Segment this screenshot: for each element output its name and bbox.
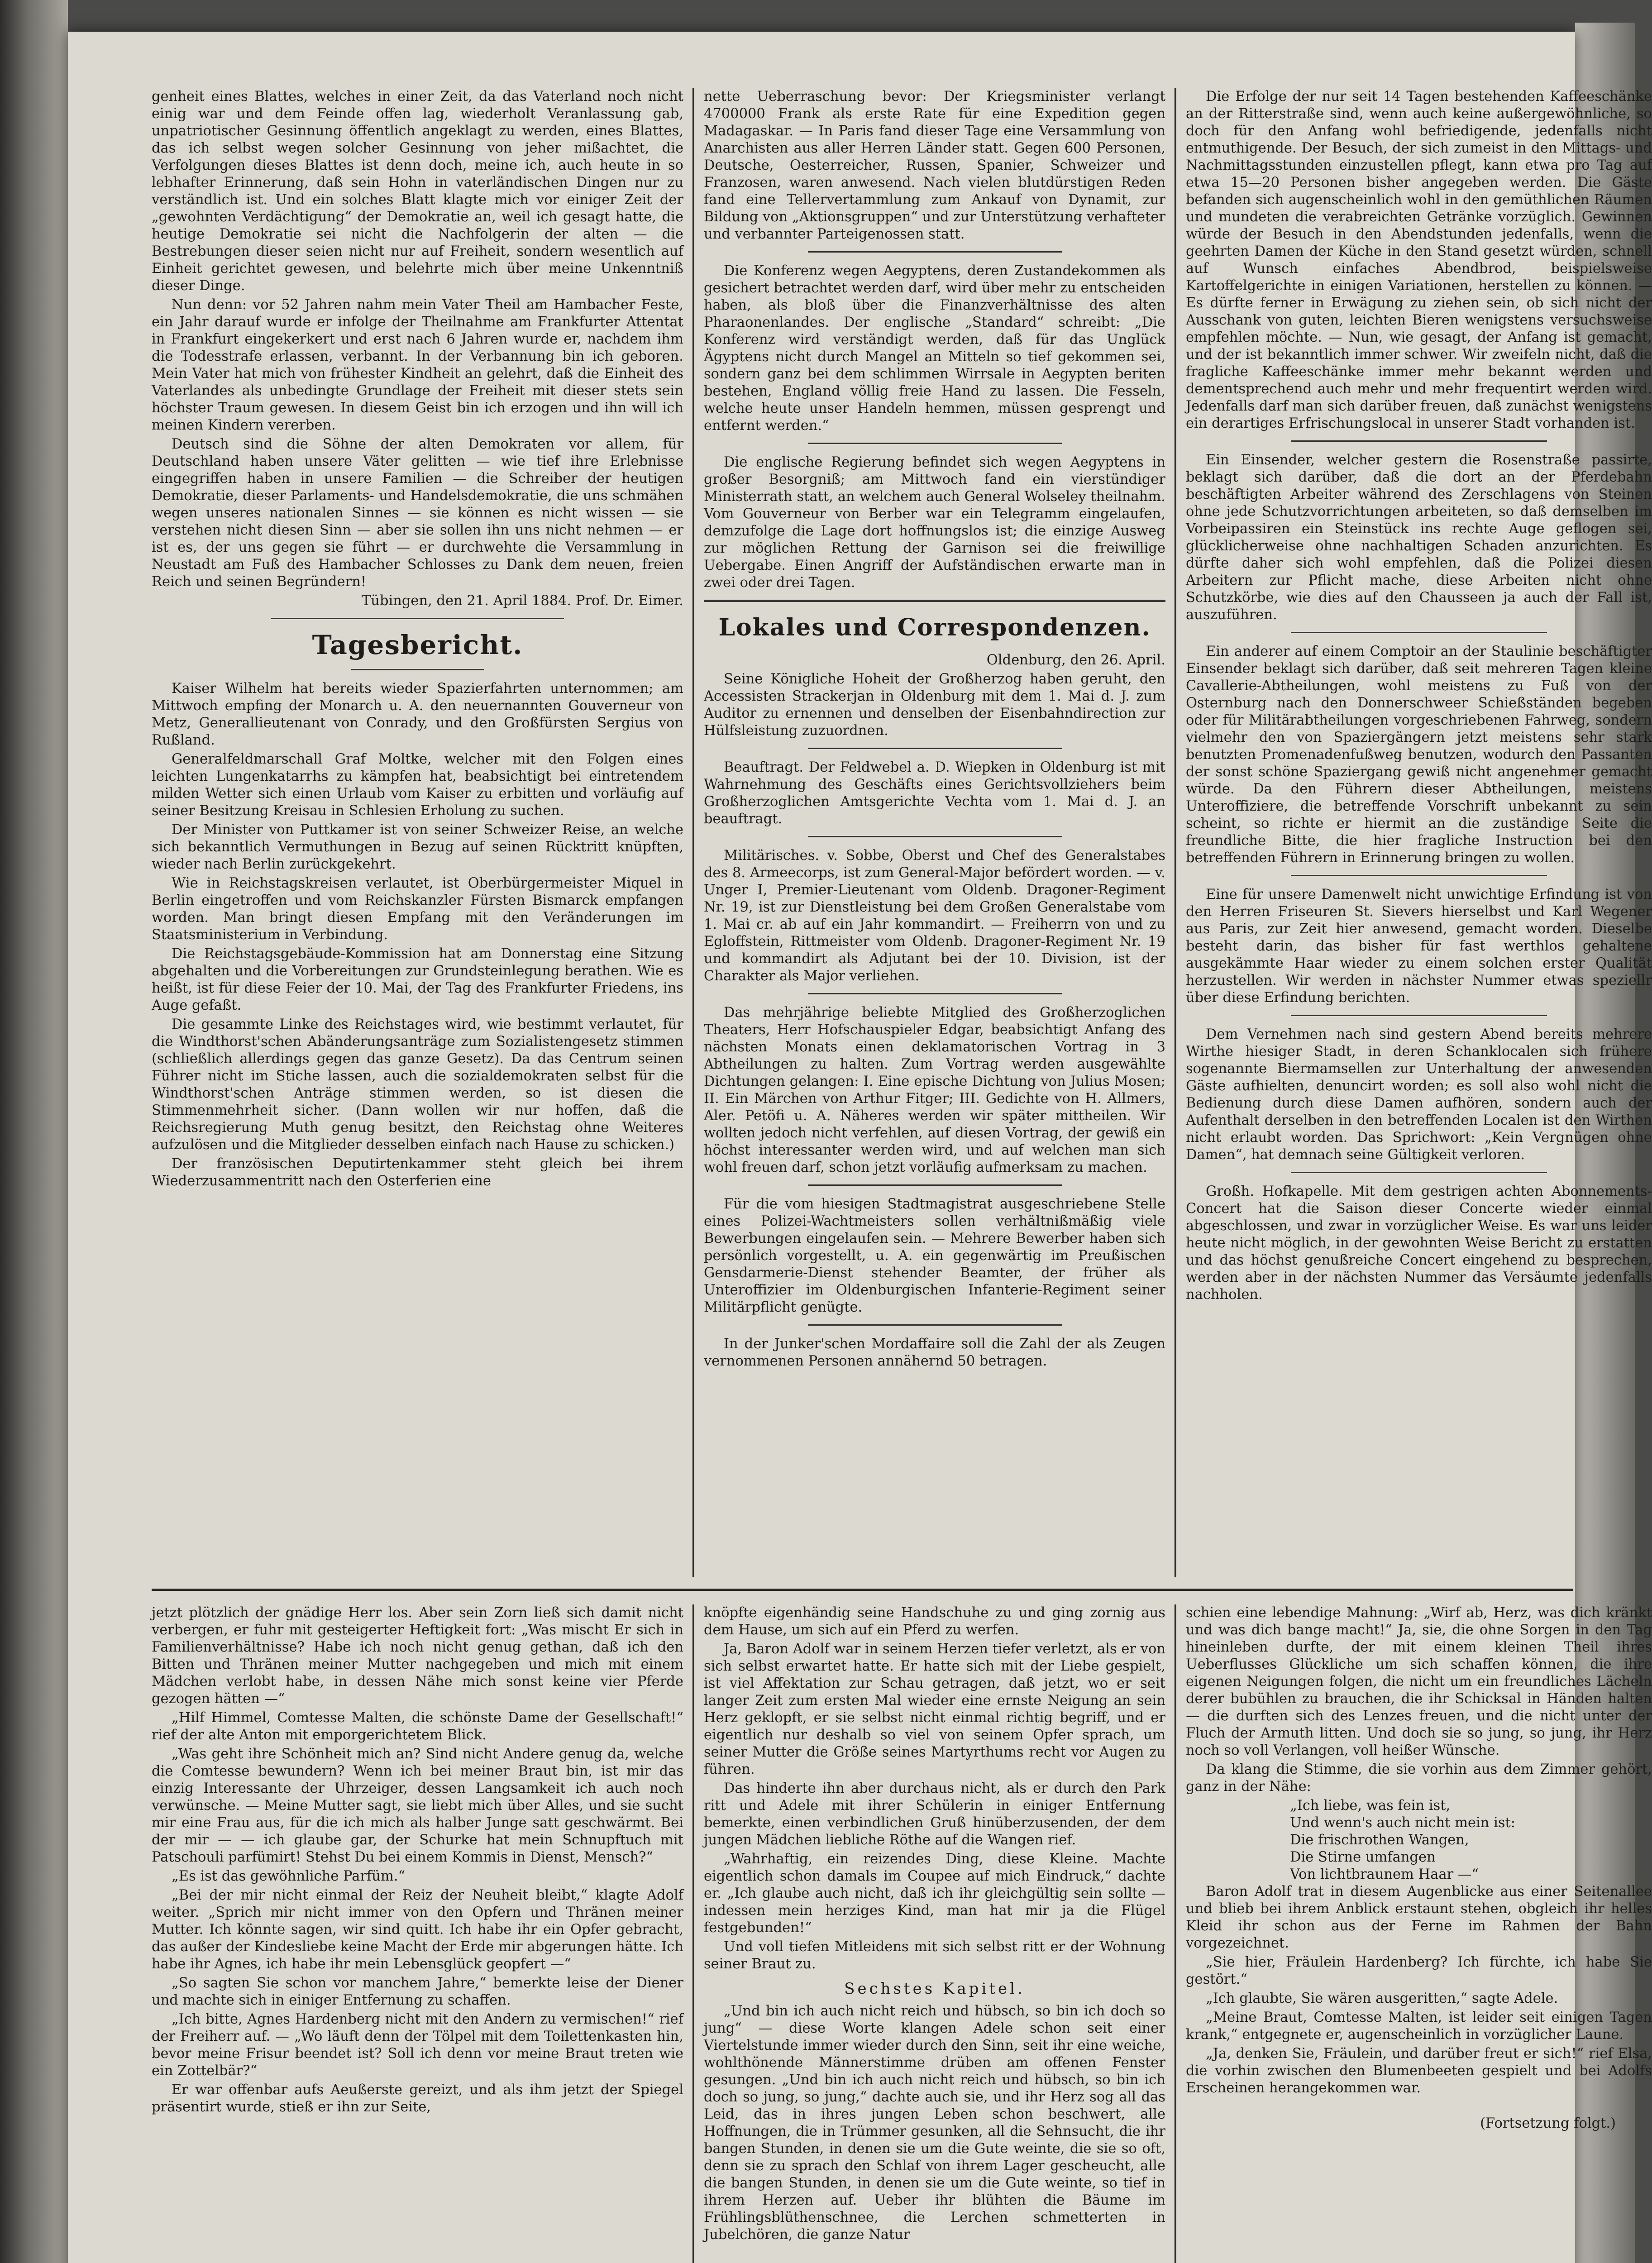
column-rule: [692, 1604, 694, 2263]
article-text: Die Konferenz wegen Aegyptens, deren Zustandekommen als gesichert betrachtet werden darf, wird über mehr zu entscheiden haben, als bloß über die Finanzverhältnisse des alten Pharaonenlandes. Der englische „Standard“ schreibt: „Die Konferenz wird verständigt werden, daß für das Unglück Ägyptens nicht durch Mangel an Mitteln so tief gekommen sei, sondern ganz bei dem schlimmen Wirrsale in Aegypten beriten bestehen, England völlig freie Hand zu lassen. Die Fesseln, welche heute unser Handeln hemmen, müssen gesprengt und entfernt werden.“: [704, 263, 1165, 434]
news-item: Kaiser Wilhelm hat bereits wieder Spazierfahrten unternommen; am Mittwoch empfing der Monarch u. A. den neuernannten Gouverneur von Metz, Generallieutenant von Conrady, und den Großfürsten Sergius von Rußland.: [152, 681, 683, 748]
story-text: Das hinderte ihn aber durchaus nicht, als er durch den Park ritt und Adele mit ihrer Schülerin in einiger Entfernung bemerkte, einen verbindlichen Gruß hinüberzusenden, der dem jungen Mädchen liebliche Röthe auf die Wangen rief.: [704, 1781, 1165, 1848]
column-rule: [1175, 88, 1176, 1577]
column-2: [704, 88, 1165, 1582]
story-text: „Hilf Himmel, Comtesse Malten, die schönste Dame der Gesellschaft!“ rief der alte Anton mit emporgerichtetem Blick.: [152, 1710, 683, 1743]
verse-line: Von lichtbraunem Haar —“: [1290, 1867, 1479, 1882]
divider: [1291, 1172, 1547, 1173]
verse-line: „Ich liebe, was fein ist,: [1290, 1798, 1451, 1814]
story-text: „Ich bitte, Agnes Hardenberg nicht mit den Andern zu vermischen!“ rief der Freiherr auf. — „Wo läuft denn der Tölpel mit dem Toilettenkasten hin, bevor meine Frisur beendet ist? Soll ich denn vor meine Braut treten wie ein Zottelbär?“: [152, 2011, 683, 2079]
story-text: Ja, Baron Adolf war in seinem Herzen tiefer verletzt, als er von sich selbst erwartet hatte. Er hatte sich mit der Liebe gespielt, ist viel Affektation zur Schau getragen, daß jetzt, wo er seit langer Zeit zum ersten Mal wieder eine ernste Neigung an sein Herz geklopft, er sie selbst nicht einmal richtig begriff, und er eigentlich nur deshalb so viel von seinem Opfer sprach, um seiner Mutter die Größe seines Martyrthums recht vor Augen zu führen.: [704, 1641, 1165, 1777]
article-text: nette Ueberraschung bevor: Der Kriegsminister verlangt 4700000 Frank als erste Rate für eine Expedition gegen Madagaskar. — In Paris fand dieser Tage eine Versammlung von Anarchisten aus aller Herren Länder statt. Gegen 600 Personen, Deutsche, Oesterreicher, Russen, Spanier, Schweizer und Franzosen, waren anwesend. Nach vielen blutdürstigen Reden fand eine Tellervertammlung zum Ankauf von Dynamit, zur Bildung von „Aktionsgruppen“ und zur Unterstützung verhafteter und verbannter Parteigenossen statt.: [704, 89, 1165, 242]
section-title-tagesbericht: Tagesbericht.: [312, 630, 523, 660]
story-text: schien eine lebendige Mahnung: „Wirf ab, Herz, was dich kränkt und was dich bange macht!“ Ja, sie, die ohne Sorgen in den Tag hineinleben durfte, der mit einem kleinen Theil ihres Ueberflusses Glückliche um sich schaffen können, die ihre eigenen Neigungen folgen, die nicht um ein freundliches Lächeln derer bubühlen zu brauchen, die ihr Schicksal in Händen halten — die durften sich des Lenzes freuen, und die nicht unter der Fluch der Armuth litten. Und doch sie so jung, so jung, ihr Herz noch so voll Verlangen, voll heißer Wünsche.: [1186, 1605, 1652, 1758]
column-3: [1186, 88, 1652, 1582]
story-text: „Ich glaubte, Sie wären ausgeritten,“ sagte Adele.: [1206, 1991, 1558, 2006]
story-text: „Ja, denken Sie, Fräulein, und darüber freut er sich!“ rief Elsa, die vorhin zwischen den Blumenbeeten gespielt und bei Adolfs Erscheinen herangekommen war.: [1186, 2046, 1652, 2096]
feuilleton-column-1: [152, 1604, 683, 2263]
divider: [808, 836, 1062, 837]
story-text: „Und bin ich auch nicht reich und hübsch, so bin ich doch so jung“ — diese Worte klangen Adele schon seit einer Viertelstunde immer wieder durch den Sinn, seit ihr eine weiche, wohlthönende Männerstimme drüben am offenen Fenster gesungen. „Und bin ich auch nicht reich und hübsch, so bin ich doch so jung, so jung,“ dachte auch sie, und ihr Herz sog all das Leid, das in ihres jungen Leben schon beschwert, alle Hoffnungen, die in Trümmer gesunken, all die Sehnsucht, die ihr bangen Stunden, in denen sie um die Gute weinte, die sie so oft, denn sie zu sprach den Schlaf von ihrem Lager gescheucht, alle die bangen Stunden, in denen sie um die Gute weinte, so tief in ihrem Herzen auf. Ueber ihr blühten die Bäume im Frühlingsblüthenschnee, die Lerchen schmetterten in Jubelchören, die ganze Natur: [704, 2003, 1165, 2243]
feuilleton-column-3: [1186, 1604, 1652, 2263]
divider: [808, 443, 1062, 444]
feuilleton-separator: [152, 1589, 1573, 1591]
news-item: Beauftragt. Der Feldwebel a. D. Wiepken in Oldenburg ist mit Wahrnehmung des Geschäfts eines Gerichtsvollziehers beim Großherzoglichen Amtsgerichte Vechta vom 1. Mai d. J. an beauftragt.: [704, 759, 1165, 827]
article-text: Die englische Regierung befindet sich wegen Aegyptens in großer Besorgniß; am Mittwoch fand ein vierstündiger Ministerrath statt, an welchem auch General Wolseley theilnahm. Vom Gouverneur von Berber war ein Telegramm eingelaufen, demzufolge die Lage dort hoffnungslos ist; die einzige Ausweg zur möglichen Rettung der Garnison sei die freiwillige Uebergabe. Einen Angriff der Aufständischen erwarte man in zwei oder drei Tagen.: [704, 454, 1165, 591]
news-item: Die gesammte Linke des Reichstages wird, wie bestimmt verlautet, für die Windthorst'schen Abänderungsanträge zum Sozialistengesetz stimmen (schließlich allerdings gegen das ganze Gesetz). Da das Centrum seinen Führer nicht im Stiche lassen, auch die sozialdemokraten selbst für die Windthorst'schen Anträge stimmen werden, so ist diesen die Stimmenmehrheit sicher. (Dann wollen wir nur hoffen, daß die Reichsregierung Muth genug besitzt, den Reichstag ohne Weiteres aufzulösen und die Mitglieder desselben einfach nach Hause zu schicken.): [152, 1017, 683, 1153]
news-item: Seine Königliche Hoheit der Großherzog haben geruht, den Accessisten Strackerjan in Oldenburg mit dem 1. Mai d. J. zum Auditor zu ernennen und denselben der Eisenbahndirection zur Hülfsleistung zuzuordnen.: [704, 671, 1165, 739]
news-item: In der Junker'schen Mordaffaire soll die Zahl der als Zeugen vernommenen Personen annähernd 50 betragen.: [704, 1336, 1165, 1369]
verse-line: Die frischrothen Wangen,: [1290, 1832, 1469, 1848]
story-text: knöpfte eigenhändig seine Handschuhe zu und ging zornig aus dem Hause, um sich auf ein Pferd zu werfen.: [704, 1605, 1165, 1638]
divider: [808, 1184, 1062, 1186]
story-text: „Sie hier, Fräulein Hardenberg? Ich fürchte, ich habe Sie gestört.“: [1186, 1954, 1652, 1987]
divider: [808, 993, 1062, 994]
divider: [704, 600, 1165, 602]
story-text: jetzt plötzlich der gnädige Herr los. Aber sein Zorn ließ sich damit nicht verbergen, er fuhr mit gesteigerter Heftigkeit fort: „Was mischt Er sich in Familienverhältnisse? Habe ich noch nicht genug gethan, daß ich den Bitten und Thränen meiner Mutter nachgegeben und mich mit einem Mädchen verlobt habe, in dessen Nähe mich sonst keine vier Pferde gezogen hätten —“: [152, 1605, 683, 1707]
divider: [808, 748, 1062, 749]
divider: [1291, 875, 1547, 876]
news-item: Ein anderer auf einem Comptoir an der Staulinie beschäftigter Einsender beklagt sich darüber, daß seit mehreren Tagen kleine Cavallerie-Abtheilungen, wohl meistens zu Fuß von der Osternburg nach den Donnerschweer Schießständen begeben oder für Militärabtheilungen vorgeschriebenen Fahrweg, sondern vielmehr den von Spaziergängern jetzt meistens sehr stark benutzten Promenadenfußweg benutzen, wodurch den Passanten der sonst schöne Spaziergang gewiß nicht angenehmer gemacht würde. Da den Führern dieser Abtheilungen, meistens Unteroffiziere, die betreffende Vorschrift unbekannt zu sein scheint, so richte er hiermit an die zuständige Seite die freundliche Bitte, die hier fragliche Instruction bei den betreffenden Führern in Erinnerung bringen zu wollen.: [1186, 644, 1652, 866]
continued-note: (Fortsetzung folgt.): [1480, 2115, 1616, 2131]
news-item: Die Reichstagsgebäude-Kommission hat am Donnerstag eine Sitzung abgehalten und die Vorbereitungen zur Grundsteinlegung berathen. Wie es heißt, ist für diese Feier der 10. Mai, der Tag des Frankfurter Friedens, ins Auge gefaßt.: [152, 946, 683, 1013]
news-item: Ein Einsender, welcher gestern die Rosenstraße passirte, beklagt sich darüber, daß die dort an der Pferdebahn beschäftigten Arbeiter während des Zerschlagens von Steinen ohne jede Schutzvorrichtungen arbeiteten, so daß demselben im Vorbeipassiren ein Steinstück ins rechte Auge geflogen sei, glücklicherweise ohne nachhaltigen Schaden anzurichten. Es dürfte daher sich wohl empfehlen, daß die Polizei diesen Arbeitern zur Pflicht mache, diese Arbeiten nicht ohne Schutzkörbe, wie dies auf den Chausseen ja auch der Fall ist, auszuführen.: [1186, 452, 1652, 623]
news-item: Eine für unsere Damenwelt nicht unwichtige Erfindung ist von den Herren Friseuren St. Sievers hierselbst und Karl Wegener aus Paris, zur Zeit hier anwesend, gemacht worden. Dieselbe besteht darin, das bisher für fast werthlos gehaltene ausgekämmte Haar wieder zu einem solchen erster Qualität herzustellen. Wir werden in nächster Nummer etwas speziellr über diese Erfindung berichten.: [1186, 887, 1652, 1006]
news-item: Wie in Reichstagskreisen verlautet, ist Oberbürgermeister Miquel in Berlin eingetroffen und vom Reichskanzler Fürsten Bismarck empfangen worden. Man bringt diesen Empfang mit den Veränderungen im Staatsministerium in Verbindung.: [152, 875, 683, 943]
column-1: [152, 88, 683, 1582]
news-item: Für die vom hiesigen Stadtmagistrat ausgeschriebene Stelle eines Polizei-Wachtmeisters sollen verhältnißmäßig viele Bewerbungen eingelaufen sein. — Mehrere Bewerber haben sich persönlich vorgestellt, u. A. ein gegenwärtig im Preußischen Gensdarmerie-Dienst stehender Beamter, der früher als Unteroffizier im Oldenburgischen Infanterie-Regiment seiner Militärpflicht genügte.: [704, 1196, 1165, 1315]
newspaper-page: [68, 32, 1652, 2263]
divider: [271, 618, 563, 619]
article-text: Nun denn: vor 52 Jahren nahm mein Vater Theil am Hambacher Feste, ein Jahr darauf wurde er infolge der Theilnahme am Frankfurter Attentat in Frankfurt eingekerkert und erst nach 6 Jahren wurde er, nachdem ihm die Todesstrafe erlassen, verbannt. In der Verbannung bin ich geboren. Mein Vater hat mich von frühester Kindheit an gelehrt, daß die Einheit des Vaterlandes als unbedingte Grundlage der Freiheit mit dieser stets sein höchster Traum gewesen. In diesem Geist bin ich erzogen und ihn will ich meinen Kindern vererben.: [152, 297, 683, 433]
story-text: Baron Adolf trat in diesem Augenblicke aus einer Seitenallee und blieb bei ihrem Anblick erstaunt stehen, obgleich ihr helles Kleid ihr schon aus der Ferne im Rahmen der Bahn vorgezeichnet.: [1186, 1884, 1652, 1951]
story-text: „Meine Braut, Comtesse Malten, ist leider seit einigen Tagen krank,“ entgegnete er, augenscheinlich in vorzüglicher Laune.: [1186, 2010, 1652, 2043]
divider: [1291, 632, 1547, 633]
news-item: Großh. Hofkapelle. Mit dem gestrigen achten Abonnements-Concert hat die Saison dieser Concerte wieder einmal abgeschlossen, und zwar in vorzüglicher Weise. Es war uns leider heute nicht möglich, in der gewohnten Weise Bericht zu erstatten und das höchst genußreiche Concert eingehend zu besprechen, werden aber in der nächsten Nummer das Versäumte jedenfalls nachholen.: [1186, 1184, 1652, 1303]
divider: [808, 1324, 1062, 1326]
divider: [1291, 1015, 1547, 1016]
book-binding: [0, 0, 68, 2263]
story-text: „Wahrhaftig, ein reizendes Ding, diese Kleine. Machte eigentlich schon damals im Coupee auf mich Eindruck,“ dachte er. „Ich glaube auch nicht, daß ich ihr gleichgültig sein sollte — indessen mein herziges Kind, man hat mir ja die Flügel festgebunden!“: [704, 1851, 1165, 1936]
divider: [351, 669, 484, 670]
story-text: Er war offenbar aufs Aeußerste gereizt, und als ihm jetzt der Spiegel präsentirt wurde, stieß er ihn zur Seite,: [152, 2082, 683, 2115]
divider: [808, 251, 1062, 253]
news-item: Militärisches. v. Sobbe, Oberst und Chef des Generalstabes des 8. Armeecorps, ist zum General-Major befördert worden. — v. Unger I, Premier-Lieutenant vom Oldenb. Dragoner-Regiment Nr. 19, ist zur Dienstleistung bei dem Großen Generalstabe vom 1. Mai cr. ab auf ein Jahr kommandirt. — Freiherrn von und zu Egloffstein, Rittmeister vom Oldenb. Dragoner-Regiment Nr. 19 und kommandirt als Adjutant bei der 10. Division, ist der Charakter als Major verliehen.: [704, 848, 1165, 984]
story-text: „Was geht ihre Schönheit mich an? Sind nicht Andere genug da, welche die Comtesse bewundern? Wenn ich bei meiner Braut bin, ist mir das einzig Interessante der Uhrzeiger, dessen Langsamkeit ich auch noch verwünsche. — Meine Mutter sagt, sie liebt mich über Alles, und sie sucht mir eine Frau aus, für die ich mich als halber Junge satt geschwärmt. Bei der mir — — ich glaube gar, der Schurke hat mein Schnupftuch mit Patschouli parfümirt! Stehst Du bei einem Kommis in Dienst, Mensch?“: [152, 1746, 683, 1865]
divider: [1291, 440, 1547, 442]
news-item: Der Minister von Puttkamer ist von seiner Schweizer Reise, an welche sich bekanntlich Vermuthungen in Bezug auf seinen Rücktritt knüpften, wieder nach Berlin zurückgekehrt.: [152, 822, 683, 872]
section-title-lokales: Lokales und Correspondenzen.: [718, 614, 1151, 641]
article-text: Deutsch sind die Söhne der alten Demokraten vor allem, für Deutschland haben unsere Väter gelitten — wie tief ihre Erlebnisse eingegriffen haben in unsere Familien — die Schreiber der heutigen Demokratie, dieser Parlaments- und Handelsdemokratie, die uns schmähen wegen unseres nationalen Sinnes — sie können es nicht wissen — sie verstehen nicht diesen Sinn — aber sie sollen ihn uns nicht nehmen — er ist es, der uns gegen sie führt — er durchwehte die Versammlung in Neustadt am Fuß des Hambacher Schlosses zu Dank dem neuen, freien Reich und seinen Begründern!: [152, 436, 683, 590]
feuilleton-column-2: [704, 1604, 1165, 2263]
news-item: Der französischen Deputirtenkammer steht gleich bei ihrem Wiederzusammentritt nach den Osterferien eine: [152, 1156, 683, 1189]
dateline: Oldenburg, den 26. April.: [986, 652, 1165, 668]
column-rule: [692, 88, 694, 1577]
story-text: „Es ist das gewöhnliche Parfüm.“: [172, 1868, 406, 1884]
news-item: Dem Vernehmen nach sind gestern Abend bereits mehrere Wirthe hiesiger Stadt, in deren Schanklocalen sich frühere sogenannte Biermamsellen zur Unterhaltung der anwesenden Gäste aufhielten, denuncirt worden; es soll also wohl nicht die Bedienung durch diese Damen aufhören, sondern auch der Aufenthalt derselben in den betreffenden Localen ist den Wirthen nicht erlaubt worden. Das Sprichwort: „Kein Vergnügen ohne Damen“, hat demnach seine Gültigkeit verloren.: [1186, 1026, 1652, 1163]
article-text: genheit eines Blattes, welches in einer Zeit, da das Vaterland noch nicht einig war und dem Feinde offen lag, wiederholt Veranlassung gab, unpatriotischer Gesinnung öffentlich angeklagt zu werden, eines Blattes, das ich selbst wegen solcher Gesinnung von jeher mißachtet, die Verfolgungen dieses Blattes ist denn doch, meine ich, auch heute in so lebhafter Erinnerung, daß sein Hohn in vaterländischen Dingen nur zu verständlich ist. Und ein solches Blatt klagte mich vor einiger Zeit der „gewohnten Verdächtigung“ der Demokratie an, weil ich gesagt hatte, die heutige Demokratie sei nicht die Nachfolgerin der alten — die Bestrebungen dieser seien nicht nur auf Freiheit, sondern wesentlich auf Einheit gerichtet gewesen, und belehrte mich über meine Unkenntniß dieser Dinge.: [152, 89, 683, 294]
story-text: Und voll tiefen Mitleidens mit sich selbst ritt er der Wohnung seiner Braut zu.: [704, 1939, 1165, 1972]
verse-line: Und wenn's auch nicht mein ist:: [1290, 1815, 1516, 1831]
news-item: Die Erfolge der nur seit 14 Tagen bestehenden Kaffeeschänke an der Ritterstraße sind, wenn auch keine außergewöhnliche, so doch für den Anfang wohl befriedigende, jedenfalls nicht entmuthigende. Der Besuch, der sich zumeist in den Mittags- und Nachmittagsstunden einzustellen pflegt, kann etwa pro Tag auf etwa 15—20 Personen bisher angegeben werden. Die Gäste befanden sich augenscheinlich wohl in den gemüthlichen Räumen und mundeten die verabreichten Getränke vorzüglich. Gewinnen würde der Besuch in den Abendstunden jedenfalls, wenn die geehrten Damen der Küche in den Stand gesetzt würden, schnell auf Wunsch einfaches Abendbrod, beispielsweise Kartoffelgerichte in einigen Variationen, herstellen zu können. — Es dürfte ferner in Erwägung zu ziehen sein, ob sich nicht der Ausschank von guten, leichten Bieren wenigstens versuchsweise empfehlen möchte. — Nun, wie gesagt, der Anfang ist gemacht, und der ist bekanntlich immer schwer. Wir zweifeln nicht, daß die fragliche Kaffeeschänke immer mehr bekannt werden und dementsprechend auch mehr und mehr frequentirt werden wird. Jedenfalls darf man sich darüber freuen, daß zunächst wenigstens ein derartiges Erfrischungslocal in unserer Stadt vorhanden ist.: [1186, 89, 1652, 431]
story-text: Da klang die Stimme, die sie vorhin aus dem Zimmer gehört, ganz in der Nähe:: [1186, 1762, 1652, 1795]
chapter-heading: Sechstes Kapitel.: [844, 1980, 1025, 1998]
verse-line: Die Stirne umfangen: [1290, 1849, 1436, 1865]
story-text: „Bei der mir nicht einmal der Reiz der Neuheit bleibt,“ klagte Adolf weiter. „Sprich mir nicht immer von den Opfern und Thränen meiner Mutter. Ich könnte sagen, wir sind quitt. Ich habe ihr ein Opfer gebracht, das außer der Kindesliebe keine Macht der Erde mir abgerungen hätte. Ich habe ihr Agnes, ich habe ihr mein Lebensglück geopfert —“: [152, 1887, 683, 1972]
article-signature: Tübingen, den 21. April 1884. Prof. Dr. Eimer.: [361, 593, 683, 609]
news-item: Generalfeldmarschall Graf Moltke, welcher mit den Folgen eines leichten Lungenkatarrhs zu kämpfen hat, beabsichtigt bei eintretendem milden Wetter sich einen Urlaub vom Kaiser zu erbitten und vorläufig auf seiner Besitzung Kreisau in Schlesien Erholung zu suchen.: [152, 751, 683, 819]
news-item: Das mehrjährige beliebte Mitglied des Großherzoglichen Theaters, Herr Hofschauspieler Edgar, beabsichtigt Anfang des nächsten Monats einen deklamatorischen Vortrag in 3 Abtheilungen zu halten. Zum Vortrag werden ausgewählte Dichtungen gelangen: I. Eine epische Dichtung von Julius Mosen; II. Ein Märchen von Arthur Fitger; III. Gedichte von H. Allmers, Aler. Petöfi u. A. Näheres werden wir später mittheilen. Wir wollten jedoch nicht verfehlen, auf diesen Vortrag, der gewiß ein höchst interessanter werden wird, und auf welchen man sich wohl freuen darf, schon jetzt vorläufig aufmerksam zu machen.: [704, 1005, 1165, 1175]
column-rule: [1175, 1604, 1176, 2263]
story-text: „So sagten Sie schon vor manchem Jahre,“ bemerkte leise der Diener und machte sich in einiger Entfernung zu schaffen.: [152, 1975, 683, 2008]
